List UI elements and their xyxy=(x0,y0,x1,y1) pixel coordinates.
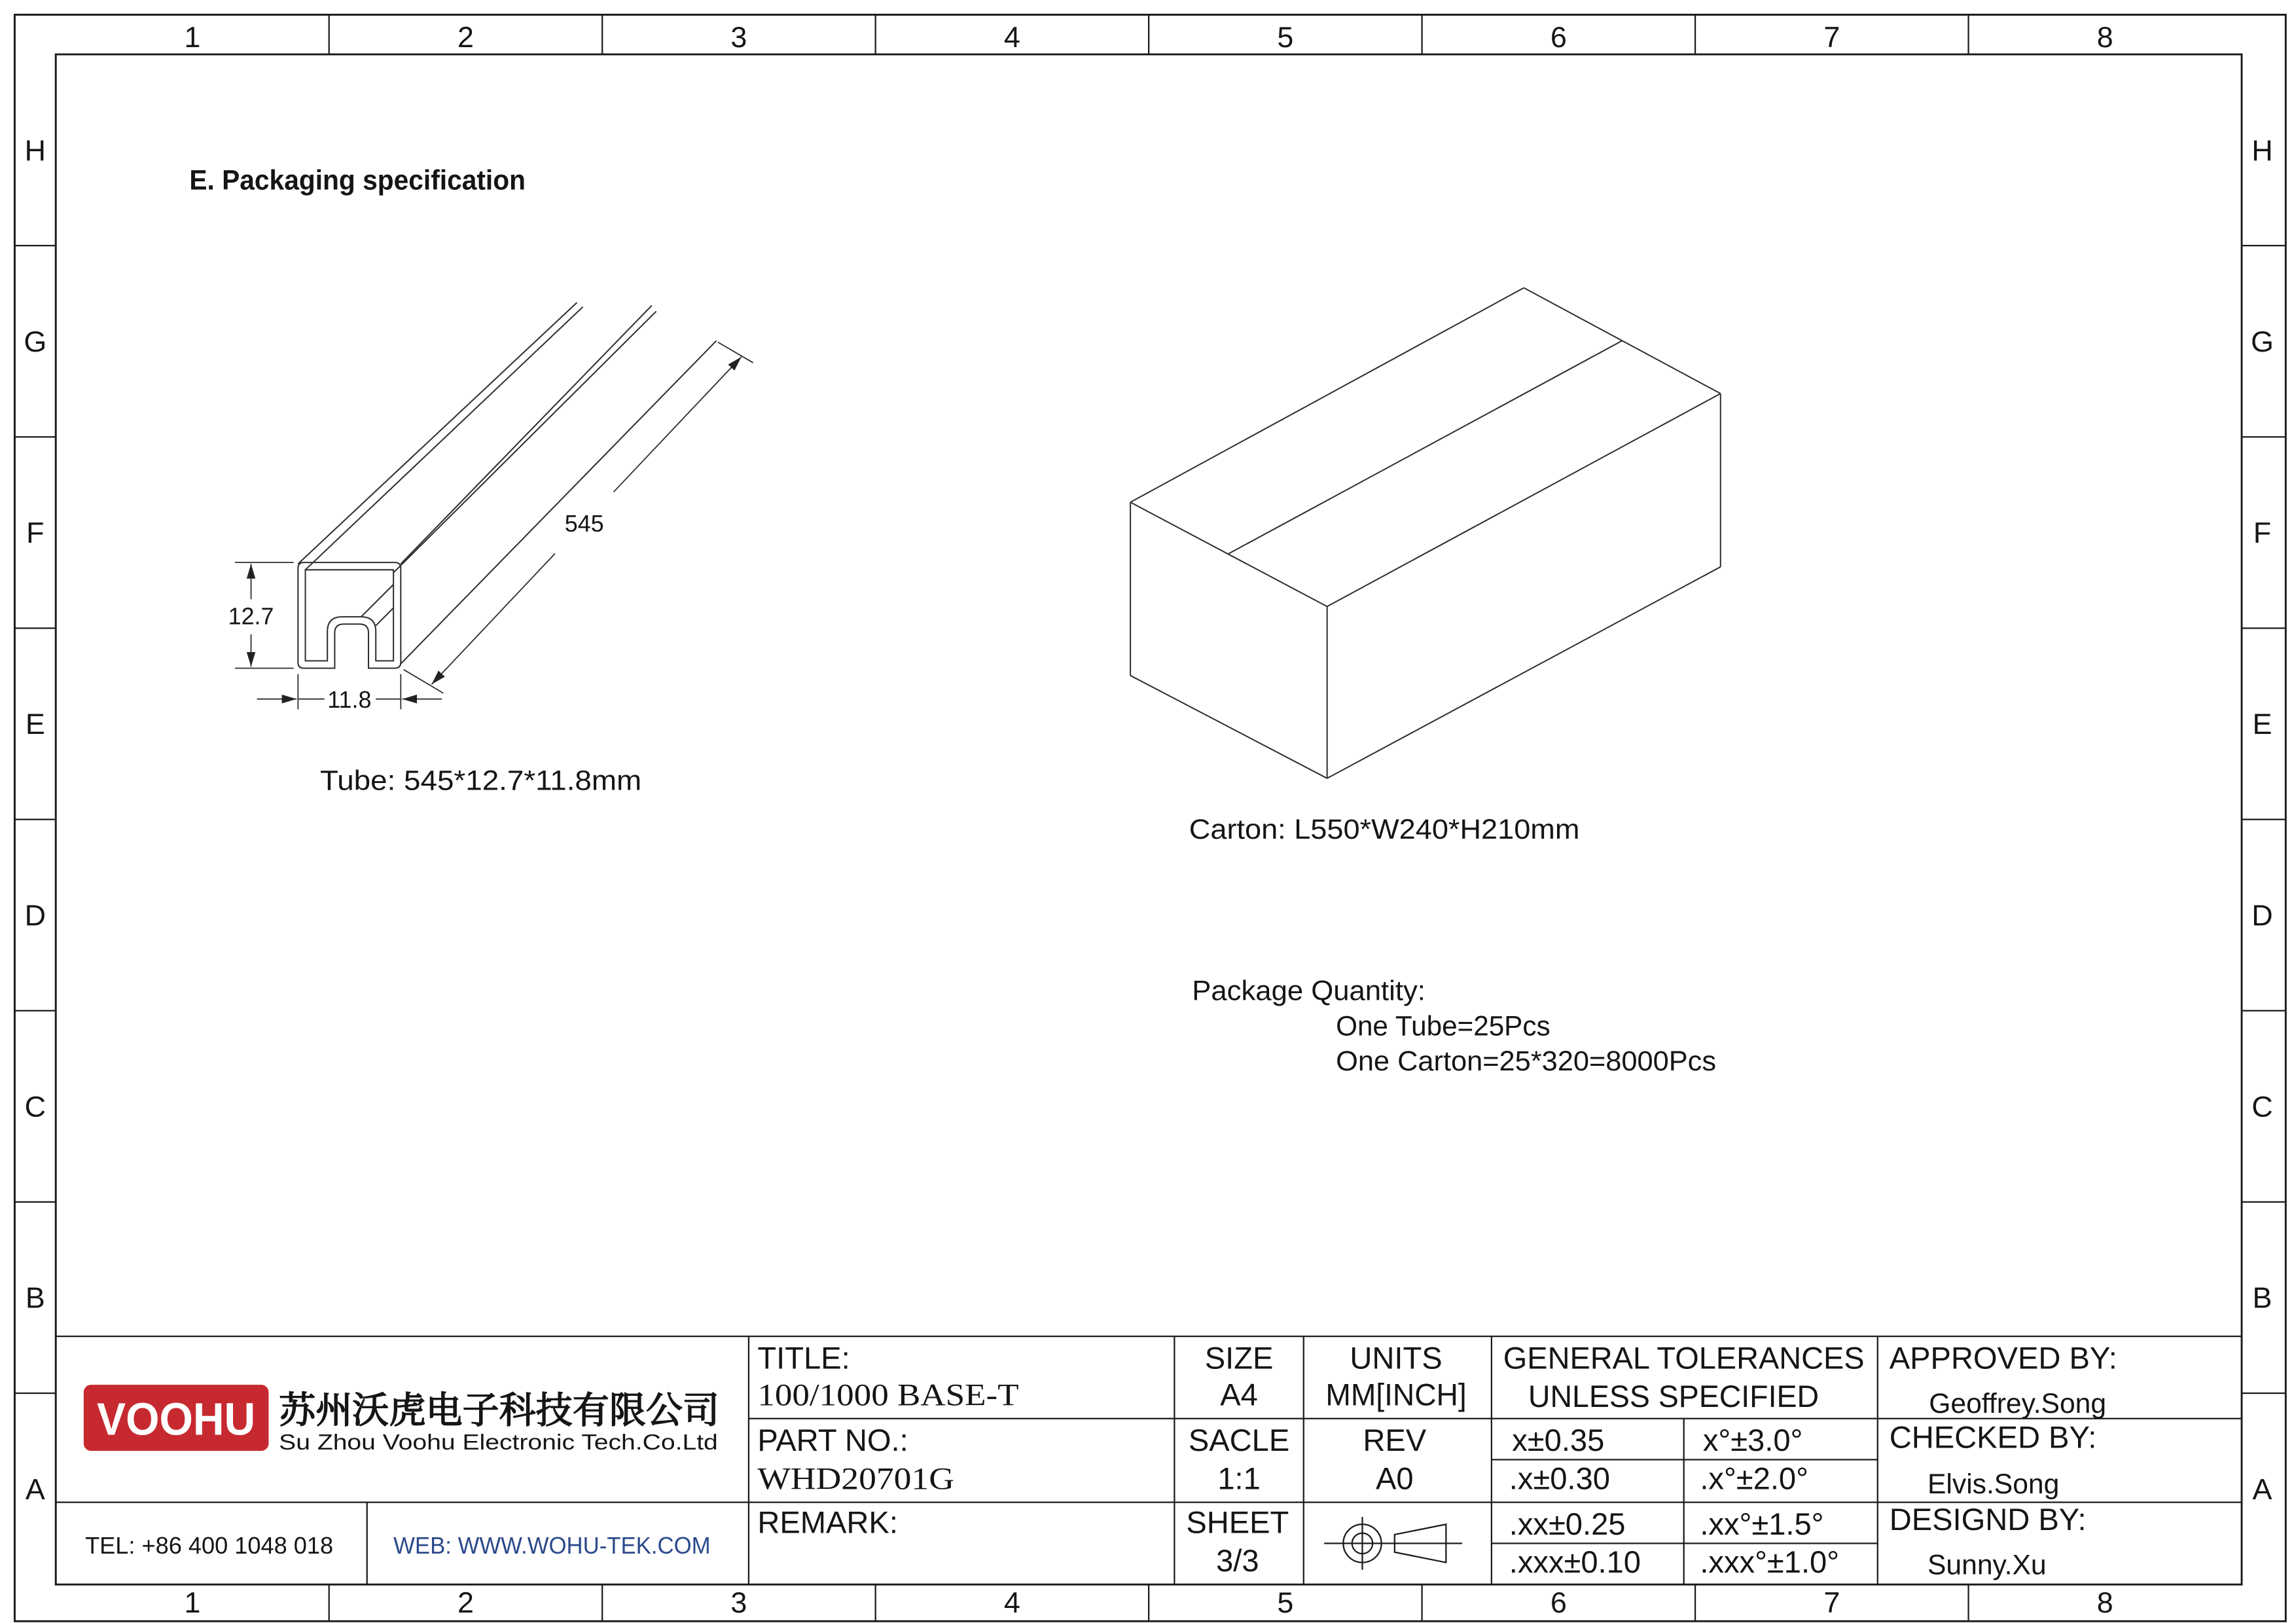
tolerance-angular: x°±3.0° xyxy=(1702,1423,1803,1458)
zone-column-label-top: 1 xyxy=(184,20,201,54)
zone-row-label-right: D xyxy=(2251,898,2273,932)
zone-row-label-right: B xyxy=(2252,1281,2272,1315)
section-title: E. Packaging specification xyxy=(189,164,526,196)
units-value: MM[INCH] xyxy=(1325,1377,1467,1412)
company-name-en: Su Zhou Voohu Electronic Tech.Co.Ltd xyxy=(279,1430,718,1455)
carton-drawing xyxy=(1130,288,1721,778)
zone-column-label-top: 6 xyxy=(1550,20,1567,54)
scale-value: 1:1 xyxy=(1217,1461,1261,1496)
dimension-length-line xyxy=(431,554,554,685)
zone-row-label-left: E xyxy=(25,707,45,741)
package-quantity-heading: Package Quantity: xyxy=(1192,975,1426,1007)
checked-label: CHECKED BY: xyxy=(1889,1419,2097,1455)
zone-row-label-left: B xyxy=(25,1281,45,1315)
zone-column-label-bottom: 1 xyxy=(184,1585,201,1619)
title-label: TITLE: xyxy=(757,1340,850,1376)
dimension-length-value: 545 xyxy=(564,510,604,537)
tube-edge xyxy=(401,306,652,564)
company-tel: TEL: +86 400 1048 018 xyxy=(85,1533,334,1559)
zone-column-label-top: 3 xyxy=(730,20,747,54)
zone-row-label-right: A xyxy=(2252,1472,2272,1506)
title-value: 100/1000 BASE-T xyxy=(757,1378,1019,1413)
tolerances-heading: GENERAL TOLERANCES xyxy=(1503,1340,1865,1376)
approved-label: APPROVED BY: xyxy=(1889,1340,2117,1376)
sheet-value: 3/3 xyxy=(1216,1543,1259,1578)
zone-row-label-right: F xyxy=(2253,516,2272,550)
company-name-cn: 苏州沃虎电子科技有限公司 xyxy=(279,1389,720,1431)
title-block xyxy=(56,1336,2242,1584)
tolerance-angular: .xx°±1.5° xyxy=(1700,1506,1824,1541)
tolerance-linear: .xxx±0.10 xyxy=(1509,1544,1641,1580)
zone-column-label-bottom: 8 xyxy=(2096,1585,2113,1619)
carton-tape-line xyxy=(1229,340,1622,553)
dimension-width-value: 11.8 xyxy=(327,687,372,714)
company-logo-text: VOOHU xyxy=(97,1393,256,1445)
carton-edge xyxy=(1130,502,1327,606)
rev-value: A0 xyxy=(1376,1461,1414,1496)
sheet-border-outer xyxy=(14,14,2286,1621)
part-no-value: WHD20701G xyxy=(757,1462,954,1497)
tube-edge xyxy=(306,307,583,570)
scale-label: SACLE xyxy=(1188,1423,1290,1458)
zone-column-label-bottom: 2 xyxy=(457,1585,474,1619)
zone-column-label-top: 2 xyxy=(457,20,474,54)
designed-label: DESIGND BY: xyxy=(1889,1502,2087,1537)
tube-profile-inner xyxy=(306,570,394,661)
carton-edge xyxy=(1327,393,1721,606)
tolerances-subheading: UNLESS SPECIFIED xyxy=(1528,1378,1820,1413)
sheet-label: SHEET xyxy=(1186,1504,1289,1540)
zone-column-label-bottom: 3 xyxy=(730,1585,747,1619)
remark-label: REMARK: xyxy=(757,1504,898,1540)
designed-by: Sunny.Xu xyxy=(1928,1549,2047,1581)
dimension-extension-line xyxy=(404,670,444,693)
dimension-length-line xyxy=(614,357,742,492)
zone-row-label-left: F xyxy=(26,516,45,550)
zone-row-label-left: G xyxy=(24,324,47,358)
zone-column-label-bottom: 5 xyxy=(1277,1585,1294,1619)
part-no-label: PART NO.: xyxy=(757,1423,908,1458)
dimension-extension-line xyxy=(718,342,753,363)
zone-column-label-bottom: 7 xyxy=(1823,1585,1840,1619)
tube-inner-rib xyxy=(376,608,393,626)
tolerance-linear: x±0.35 xyxy=(1512,1423,1605,1458)
tube-caption: Tube: 545*12.7*11.8mm xyxy=(319,765,642,797)
zone-row-label-left: A xyxy=(25,1472,45,1506)
third-angle-projection-symbol xyxy=(1324,1517,1462,1570)
package-quantity-tube: One Tube=25Pcs xyxy=(1336,1010,1551,1042)
carton-edge xyxy=(1130,676,1327,778)
zone-row-label-right: C xyxy=(2251,1089,2273,1123)
units-label: UNITS xyxy=(1350,1340,1443,1376)
zone-column-label-top: 7 xyxy=(1823,20,1840,54)
package-quantity-carton: One Carton=25*320=8000Pcs xyxy=(1336,1046,1717,1078)
zone-column-label-top: 8 xyxy=(2096,20,2113,54)
tolerance-angular: .x°±2.0° xyxy=(1700,1461,1808,1496)
tolerance-linear: .xx±0.25 xyxy=(1509,1506,1626,1541)
zone-column-label-top: 4 xyxy=(1003,20,1020,54)
carton-edge xyxy=(1327,567,1721,778)
zone-row-label-left: C xyxy=(24,1089,46,1123)
zone-row-label-right: G xyxy=(2250,324,2274,358)
zone-column-label-top: 5 xyxy=(1277,20,1294,54)
zone-row-label-left: H xyxy=(24,133,46,167)
zone-markers xyxy=(14,14,2286,1621)
zone-row-label-left: D xyxy=(24,898,46,932)
size-value: A4 xyxy=(1220,1377,1258,1412)
tolerance-linear: .x±0.30 xyxy=(1509,1461,1610,1496)
tolerance-angular: .xxx°±1.0° xyxy=(1700,1544,1840,1580)
size-label: SIZE xyxy=(1204,1340,1274,1376)
tube-drawing xyxy=(228,302,753,713)
zone-column-label-bottom: 6 xyxy=(1550,1585,1567,1619)
approved-by: Geoffrey.Song xyxy=(1929,1387,2107,1419)
company-web: WEB: WWW.WOHU-TEK.COM xyxy=(393,1533,711,1559)
checked-by: Elvis.Song xyxy=(1928,1468,2060,1501)
tube-edge xyxy=(298,302,577,564)
carton-caption: Carton: L550*W240*H210mm xyxy=(1189,813,1580,845)
zone-row-label-right: E xyxy=(2252,707,2272,741)
tube-edge xyxy=(401,340,716,663)
zone-column-label-bottom: 4 xyxy=(1003,1585,1020,1619)
rev-label: REV xyxy=(1363,1423,1427,1458)
zone-row-label-right: H xyxy=(2251,133,2273,167)
dimension-height-value: 12.7 xyxy=(228,603,274,630)
carton-edge xyxy=(1130,288,1524,502)
